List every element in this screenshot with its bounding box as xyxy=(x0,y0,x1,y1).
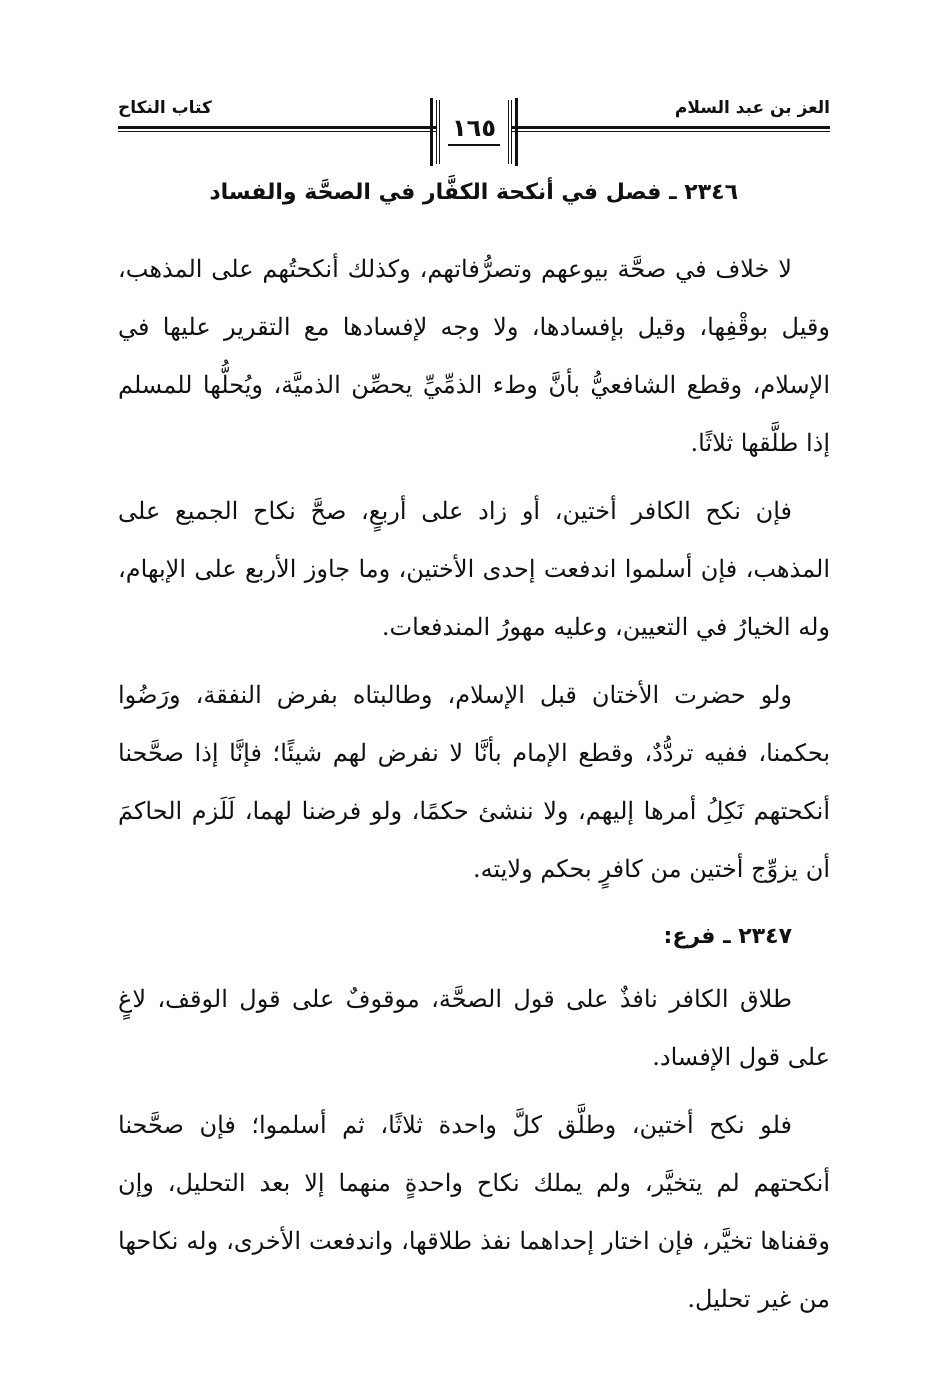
subsection-title: ٢٣٤٧ ـ فرع: xyxy=(663,924,792,949)
paragraph: فإن نكح الكافر أختين، أو زاد على أربعٍ، صحَّ نكاح الجميع على المذهب، فإن أسلموا اندفعت إحدى الأختين، وما جاوز الأربع على الإبهام، وله الخيارُ في التعيين، وعليه مهورُ المندفعات. xyxy=(118,497,830,641)
running-head-author: العز بن عبد السلام xyxy=(674,98,830,118)
running-head-book-title: كتاب النكاح xyxy=(118,98,212,118)
paragraph: فلو نكح أختين، وطلَّق كلَّ واحدة ثلاثًا، ثم أسلموا؛ فإن صحَّحنا أنكحتهم لم يتخيَّر، ولم يملك نكاح واحدةٍ منهما إلا بعد التحليل، وإن وقفناها تخيَّر، فإن اختار إحداهما نفذ طلاقها، واندفعت الأخرى، وله نكاحها من غير تحليل. xyxy=(118,1111,830,1313)
page-number-frame xyxy=(436,100,512,164)
body-text xyxy=(118,240,830,1338)
paragraph: طلاق الكافر نافذٌ على قول الصحَّة، موقوفٌ على قول الوقف، لاغٍ على قول الإفساد. xyxy=(118,985,830,1071)
page-number: ١٦٥ xyxy=(448,114,500,146)
paragraph: ولو حضرت الأختان قبل الإسلام، وطالبتاه بفرض النفقة، ورَضُوا بحكمنا، ففيه تردُّدٌ، وقطع الإمام بأنَّا لا نفرض لهم شيئًا؛ فإنَّا إذا صحَّحنا أنكحتهم نَكِلُ أمرها إليهم، ولا ننشئ حكمًا، ولو فرضنا لهما، لَلَزم الحاكمَ أن يزوِّج أختين من كافرٍ بحكم ولايته. xyxy=(118,681,830,883)
paragraph: لا خلاف في صحَّة بيوعهم وتصرُّفاتهم، وكذلك أنكحتُهم على المذهب، وقيل بوقْفِها، وقيل بإفسادها، ولا وجه لإفسادها مع التقرير عليها في الإسلام، وقطع الشافعيُّ بأنَّ وطء الذمِّيِّ يحصِّن الذميَّة، ويُحلُّها للمسلم إذا طلَّقها ثلاثًا. xyxy=(118,255,830,457)
section-title: ٢٣٤٦ ـ فصل في أنكحة الكفَّار في الصحَّة والفساد xyxy=(209,180,738,205)
page-header xyxy=(118,94,830,174)
